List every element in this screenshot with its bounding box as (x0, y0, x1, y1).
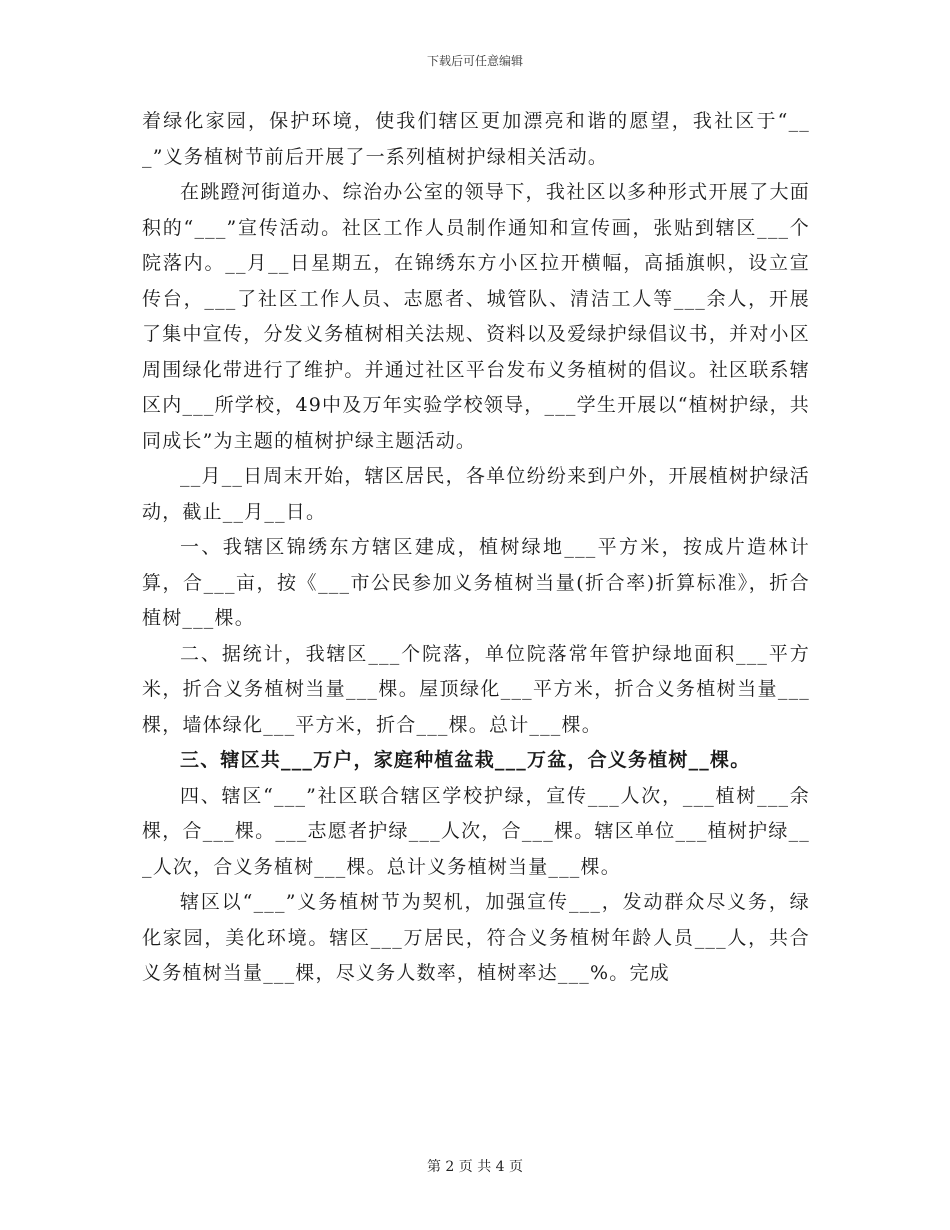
paragraph-7: 四、辖区“___”社区联合辖区学校护绿，宣传___人次，___植树___余棵，合___棵。___志愿者护绿___人次，合___棵。辖区单位___植树护绿___人次，合义务植树___棵。总计义务植树当量___棵。 (142, 784, 810, 878)
paragraph-8: 辖区以“___”义务植树节为契机，加强宣传___，发动群众尽义务，绿化家园，美化环境。辖区___万居民，符合义务植树年龄人员___人，共合义务植树当量___棵，尽义务人数率，植树率达___%。完成 (142, 891, 810, 984)
document-body (142, 104, 810, 992)
page-header-note: 下载后可任意编辑 (426, 54, 523, 68)
paragraph-3: __月__日周末开始，辖区居民，各单位纷纷来到户外，开展植树护绿活动，截止__月__日。 (142, 465, 810, 523)
paragraph-5: 二、据统计，我辖区___个院落，单位院落常年管护绿地面积___平方米，折合义务植树当量___棵。屋顶绿化___平方米，折合义务植树当量___棵，墙体绿化___平方米，折合___棵。总计___棵。 (142, 642, 810, 736)
paragraph-1: 着绿化家园，保护环境，使我们辖区更加漂亮和谐的愿望，我社区于“___”义务植树节前后开展了一系列植树护绿相关活动。 (142, 110, 810, 168)
paragraph-4: 一、我辖区锦绣东方辖区建成，植树绿地___平方米，按成片造林计算，合___亩，按《___市公民参加义务植树当量(折合率)折算标准》，折合植树___棵。 (142, 536, 810, 629)
page-number-footer: 第 2 页 共 4 页 (426, 1159, 524, 1175)
paragraph-6: 三、辖区共___万户，家庭种植盆栽___万盆，合义务植树__棵。 (180, 749, 751, 771)
paragraph-2: 在跳蹬河街道办、综治办公室的领导下，我社区以多种形式开展了大面积的“___”宣传活动。社区工作人员制作通知和宣传画，张贴到辖区___个院落内。__月__日星期五，在锦绣东方小区拉开横幅，高插旗帜，设立宣传台，___了社区工作人员、志愿者、城管队、清洁工人等___余人，开展了集中宣传，分发义务植树相关法规、资料以及爱绿护绿倡议书，并对小区周围绿化带进行了维护。并通过社区平台发布义务植树的倡议。社区联系辖区内___所学校，49中及万年实验学校领导，___学生开展以“植树护绿，共同成长”为主题的植树护绿主题活动。 (142, 181, 810, 452)
